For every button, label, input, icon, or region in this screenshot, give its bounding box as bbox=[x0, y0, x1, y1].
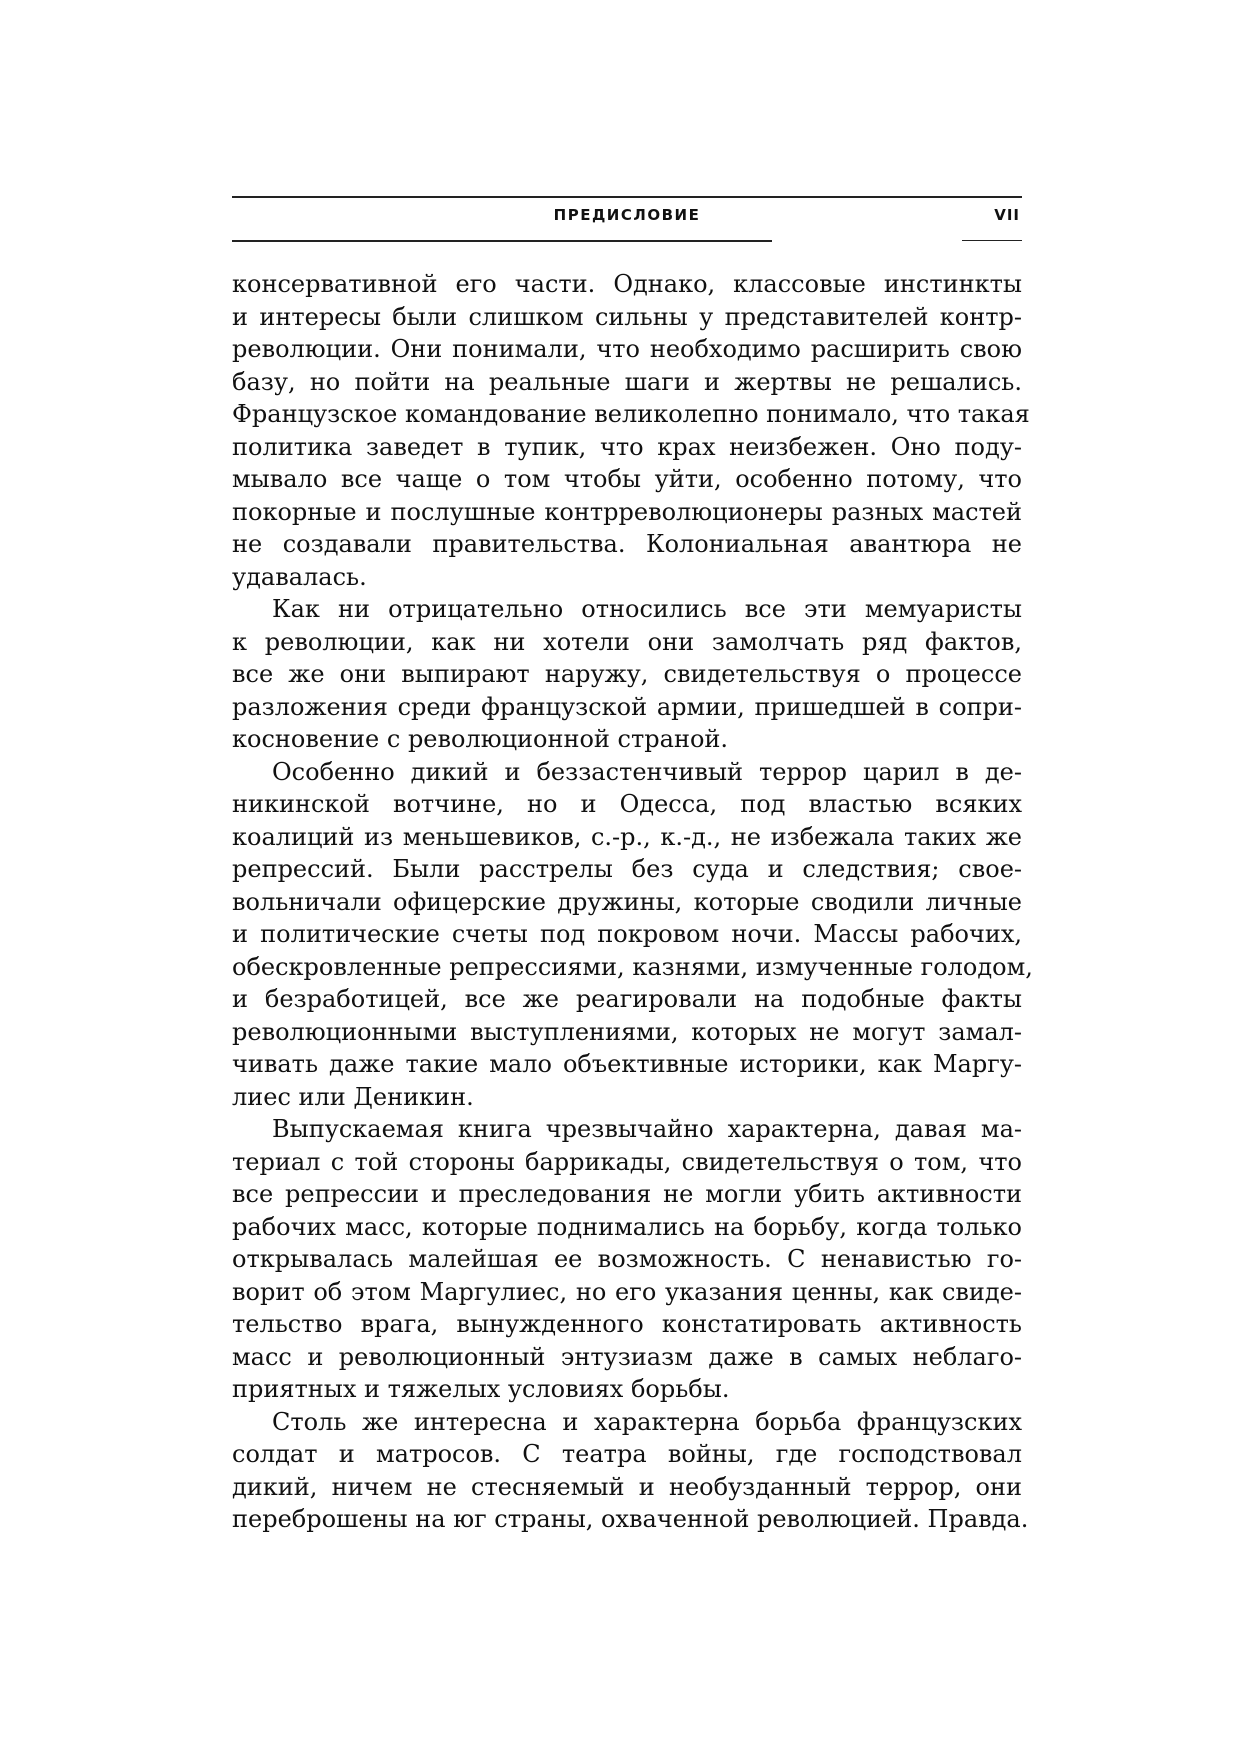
text-line: все же они выпирают наружу, свидетельствуя о процессе bbox=[232, 660, 1022, 688]
text-line: Французское командование великолепно понимало, что такая bbox=[232, 400, 1030, 428]
text-line: и политические счеты под покровом ночи. Массы рабочих, bbox=[232, 920, 1022, 948]
text-line: териал с той стороны баррикады, свидетельствуя о том, что bbox=[232, 1147, 1022, 1176]
text-line: масс и революционный энтузиазм даже в самых неблаго- bbox=[232, 1342, 1022, 1371]
body-text bbox=[232, 268, 1033, 1536]
text-line: чивать даже такие мало объективные историки, как Маргу- bbox=[232, 1050, 1022, 1078]
text-line: и интересы были слишком сильны у представителей контр- bbox=[232, 302, 1022, 331]
text-line: революционными выступлениями, которых не могут замал- bbox=[232, 1017, 1022, 1046]
page-number: VII bbox=[994, 206, 1020, 224]
text-line: переброшены на юг страны, охваченной революцией. Правда. bbox=[232, 1505, 1029, 1533]
text-line: консервативной его части. Однако, классовые инстинкты bbox=[232, 270, 1022, 298]
text-line: ворит об этом Маргулиес, но его указания ценны, как свиде- bbox=[232, 1277, 1022, 1306]
text-line: Как ни отрицательно относились все эти мемуаристы bbox=[272, 595, 1022, 623]
text-line: приятных и тяжелых условиях борьбы. bbox=[232, 1375, 730, 1403]
text-line: покорные и послушные контрреволюционеры разных мастей bbox=[232, 497, 1022, 526]
text-line: Столь же интересна и характерна борьба французских bbox=[272, 1407, 1022, 1436]
text-line: коалиций из меньшевиков, с.-р., к.-д., не избежала таких же bbox=[232, 822, 1022, 851]
text-line: солдат и матросов. С театра войны, где господствовал bbox=[232, 1440, 1022, 1468]
text-line: лиес или Деникин. bbox=[232, 1082, 474, 1111]
running-head bbox=[232, 202, 1022, 232]
text-line: Особенно дикий и беззастенчивый террор царил в де- bbox=[272, 757, 1022, 786]
header-bottom-rule-short bbox=[962, 240, 1022, 241]
text-line: обескровленные репрессиями, казнями, измученные голодом, bbox=[232, 952, 1033, 981]
header-top-rule bbox=[232, 196, 1022, 198]
text-line: рабочих масс, которые поднимались на борьбу, когда только bbox=[232, 1212, 1022, 1241]
text-line: никинской вотчине, но и Одесса, под властью всяких bbox=[232, 790, 1022, 818]
text-line: дикий, ничем не стесняемый и необузданный террор, они bbox=[232, 1472, 1022, 1501]
text-line: вольничали офицерские дружины, которые сводили личные bbox=[232, 887, 1022, 916]
text-line: удавалась. bbox=[232, 562, 367, 591]
text-line: все репрессии и преследования не могли убить активности bbox=[232, 1180, 1022, 1208]
section-title: ПРЕДИСЛОВИЕ bbox=[553, 206, 701, 224]
text-line: репрессий. Были расстрелы без суда и следствия; свое- bbox=[232, 855, 1022, 883]
text-line: политика заведет в тупик, что крах неизбежен. Оно поду- bbox=[232, 432, 1022, 461]
text-line: разложения среди французской армии, пришедшей в сопри- bbox=[232, 692, 1022, 721]
text-line: базу, но пойти на реальные шаги и жертвы не решались. bbox=[232, 367, 1022, 396]
text-line: не создавали правительства. Колониальная авантюра не bbox=[232, 530, 1022, 558]
text-line: революции. Они понимали, что необходимо расширить свою bbox=[232, 335, 1022, 363]
text-line: мывало все чаще о том чтобы уйти, особенно потому, что bbox=[232, 465, 1022, 493]
text-line: Выпускаемая книга чрезвычайно характерна, давая ма- bbox=[272, 1115, 1022, 1143]
text-line: и безработицей, все же реагировали на подобные факты bbox=[232, 985, 1022, 1013]
text-line: косновение с революционной страной. bbox=[232, 725, 729, 753]
header-bottom-rule bbox=[232, 240, 772, 242]
text-line: к революции, как ни хотели они замолчать ряд фактов, bbox=[232, 627, 1022, 656]
text-line: открывалась малейшая ее возможность. С ненавистью го- bbox=[232, 1245, 1022, 1273]
text-line: тельство врага, вынужденного констатировать активность bbox=[232, 1310, 1022, 1338]
